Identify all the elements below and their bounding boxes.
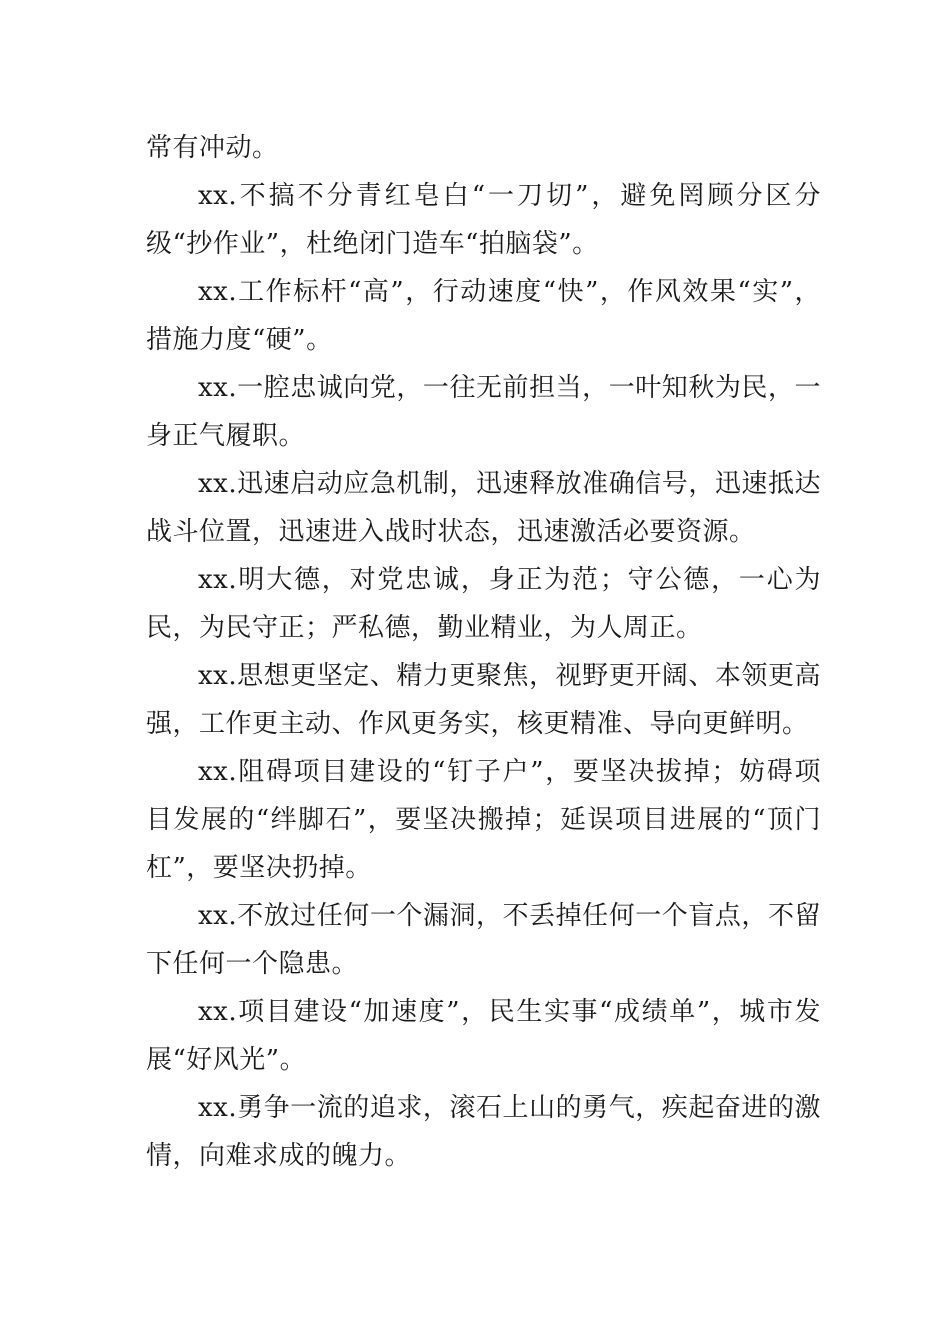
paragraph-item: xx.不搞不分青红皂白“一刀切”，避免罔顾分区分级“抄作业”，杜绝闭门造车“拍脑袋”。: [146, 181, 821, 259]
paragraph-continuation: 常有冲动。: [146, 133, 279, 163]
paragraph-item: xx.工作标杆“高”，行动速度“快”，作风效果“实”，措施力度“硬”。: [146, 277, 821, 355]
paragraph-item: xx.不放过任何一个漏洞，不丢掉任何一个盲点，不留下任何一个隐患。: [146, 901, 821, 979]
paragraph-item: xx.思想更坚定、精力更聚焦，视野更开阔、本领更高强，工作更主动、作风更务实，核更精准、导向更鲜明。: [146, 661, 821, 739]
paragraph-item: xx.明大德，对党忠诚，身正为范；守公德，一心为民，为民守正；严私德，勤业精业，为人周正。: [146, 565, 821, 643]
paragraph-item: xx.迅速启动应急机制，迅速释放准确信号，迅速抵达战斗位置，迅速进入战时状态，迅速激活必要资源。: [146, 469, 821, 547]
paragraph-item: xx.一腔忠诚向党，一往无前担当，一叶知秋为民，一身正气履职。: [146, 373, 821, 451]
paragraph-item: xx.阻碍项目建设的“钉子户”，要坚决拔掉；妨碍项目发展的“绊脚石”，要坚决搬掉；延误项目进展的“顶门杠”，要坚决扔掉。: [146, 757, 821, 883]
paragraph-item: xx.勇争一流的追求，滚石上山的勇气，疾起奋进的激情，向难求成的魄力。: [146, 1093, 821, 1171]
paragraph-item: xx.项目建设“加速度”，民生实事“成绩单”，城市发展“好风光”。: [146, 997, 821, 1075]
document-body: [146, 124, 821, 1180]
